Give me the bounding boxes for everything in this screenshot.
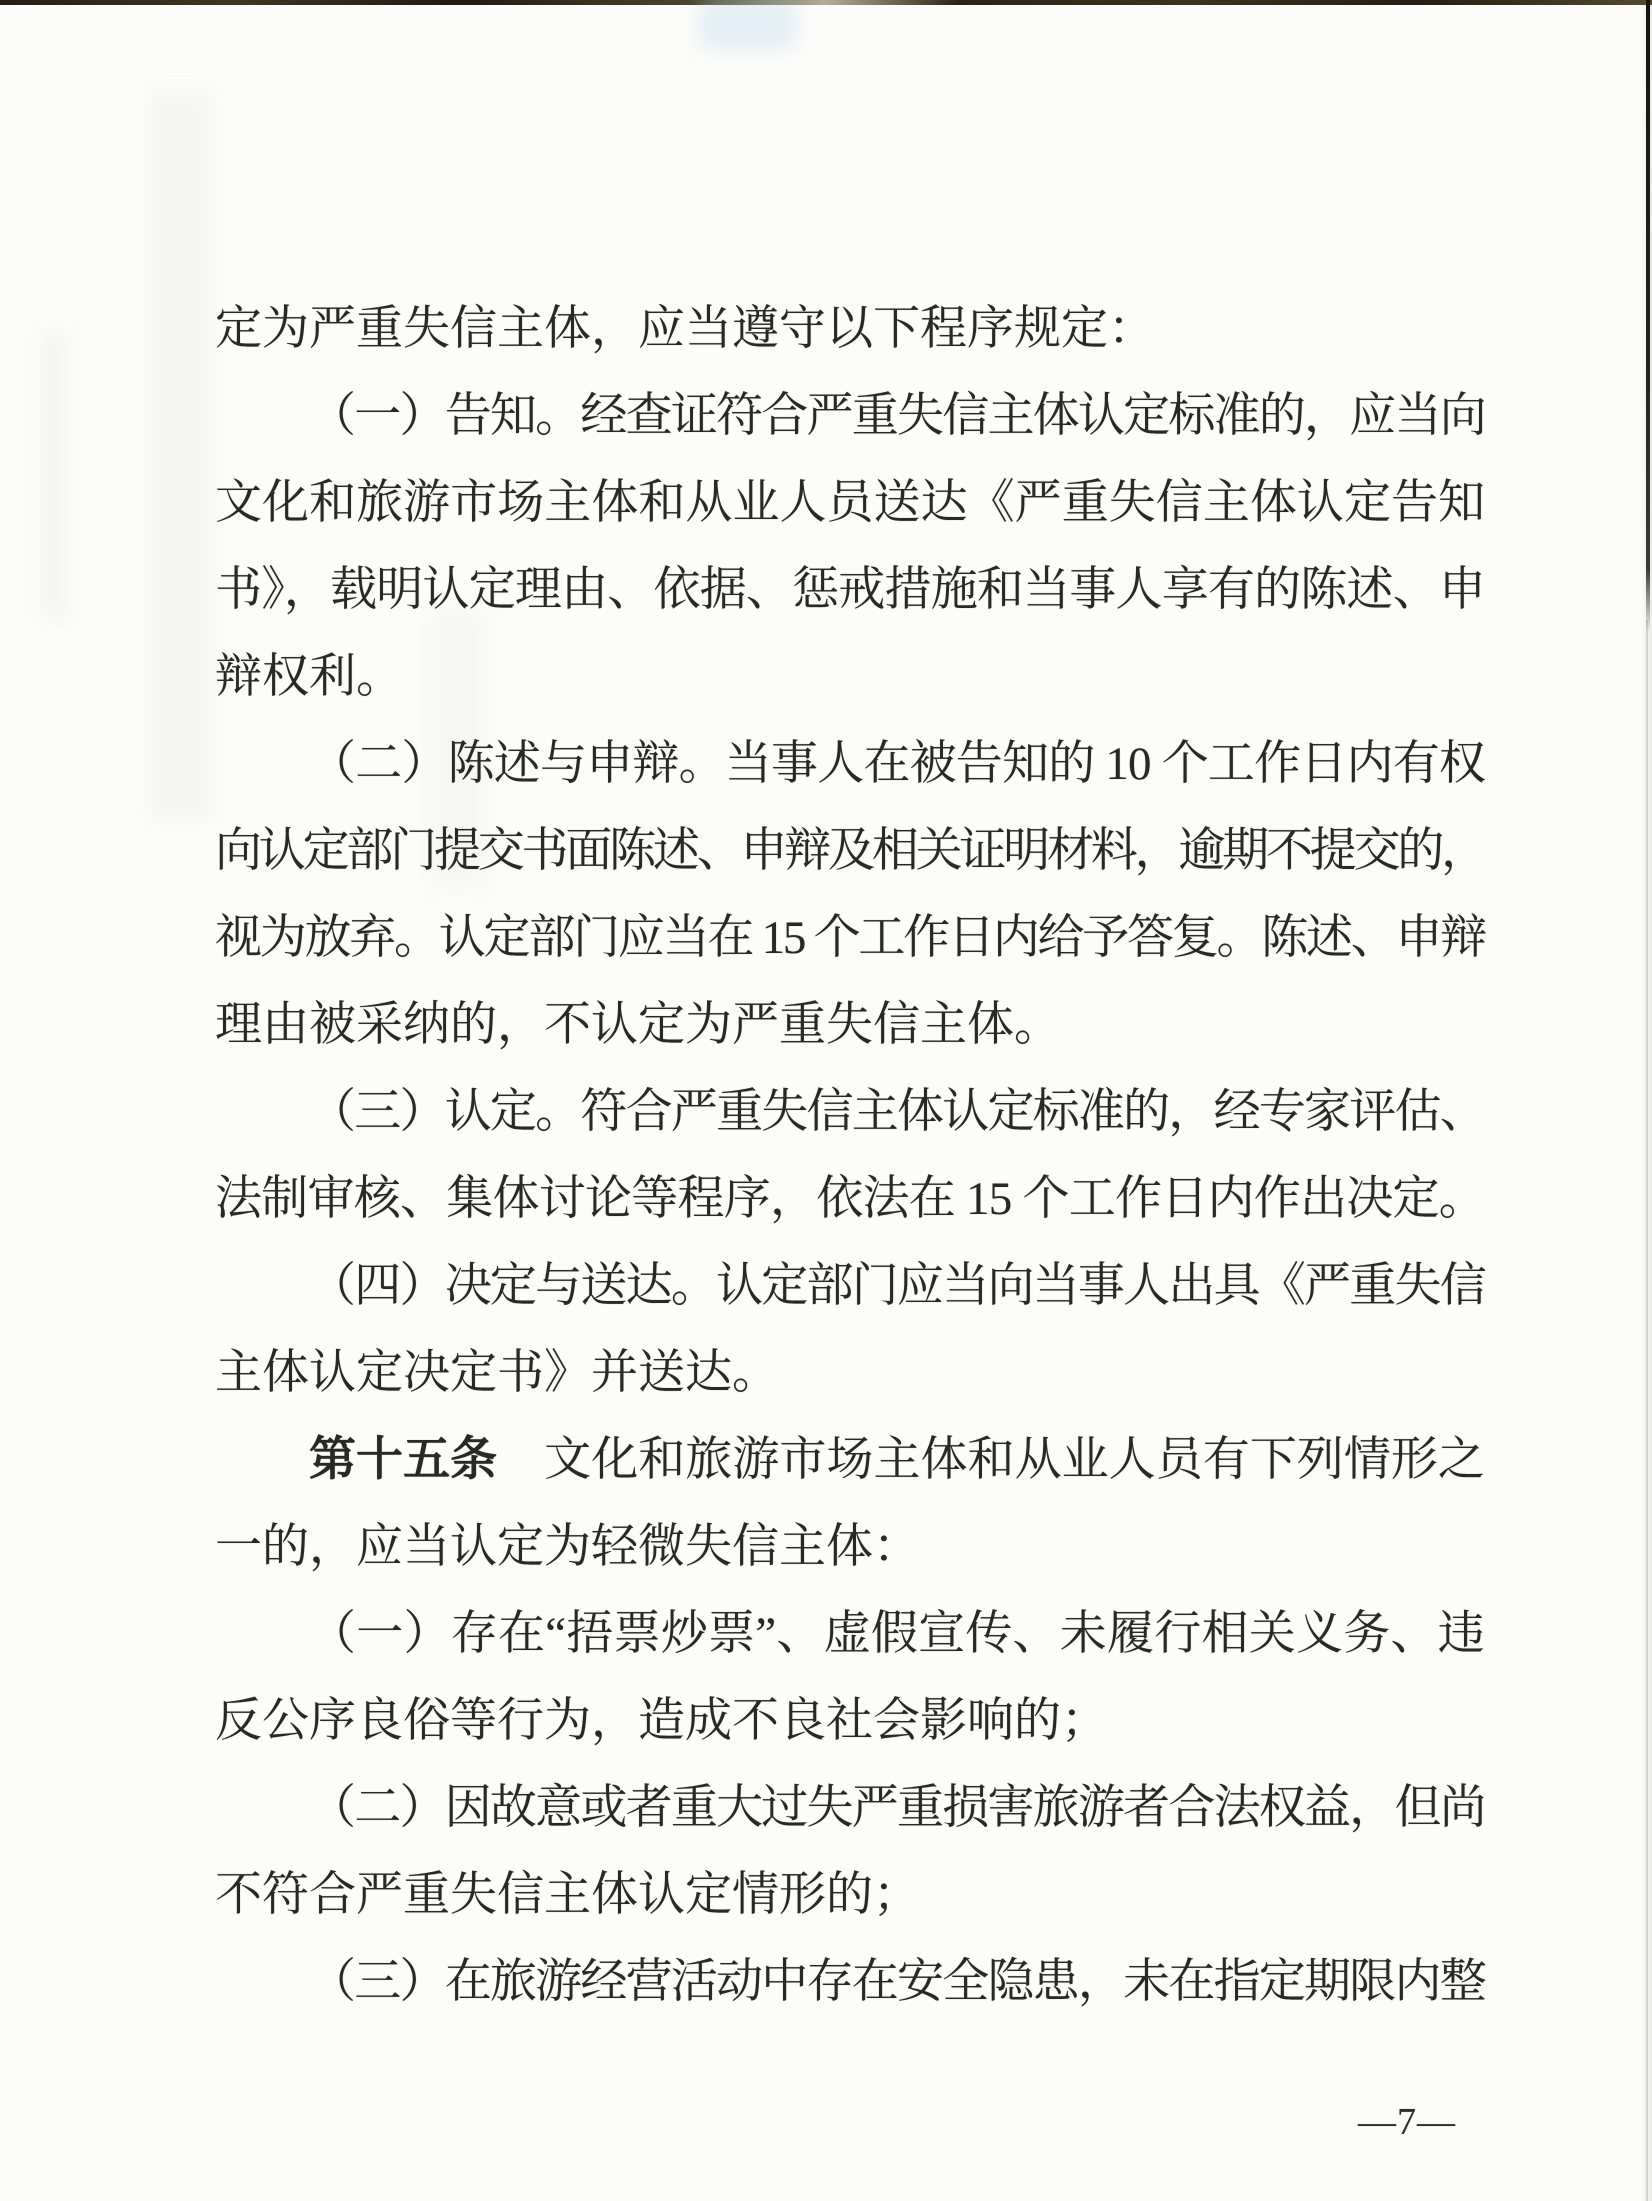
text-line-content: 一的，应当认定为轻微失信主体： bbox=[215, 1521, 920, 1573]
text-line-content: （二）因故意或者重大过失严重损害旅游者合法权益，但尚 bbox=[309, 1782, 1485, 1834]
text-line-content: 法制审核、集体讨论等程序，依法在 15 个工作日内作出决定。 bbox=[215, 1173, 1485, 1225]
scan-smudge bbox=[40, 330, 70, 620]
text-line bbox=[215, 634, 1485, 721]
text-line bbox=[215, 895, 1485, 982]
text-line-content: 第十五条 文化和旅游市场主体和从业人员有下列情形之 bbox=[309, 1434, 1485, 1486]
text-line-content: 反公序良俗等行为，造成不良社会影响的； bbox=[215, 1695, 1108, 1747]
text-line-content: 理由被采纳的，不认定为严重失信主体。 bbox=[215, 999, 1061, 1051]
text-line-content: （一）告知。经查证符合严重失信主体认定标准的，应当向 bbox=[309, 390, 1485, 442]
text-line-content: 书》，载明认定理由、依据、惩戒措施和当事人享有的陈述、申 bbox=[215, 564, 1486, 616]
text-line bbox=[215, 721, 1485, 808]
text-line-content: （三）在旅游经营活动中存在安全隐患，未在指定期限内整 bbox=[309, 1956, 1485, 2008]
text-line-content: （三）认定。符合严重失信主体认定标准的，经专家评估、 bbox=[309, 1086, 1485, 1138]
text-line bbox=[215, 1504, 1485, 1591]
scan-artifact-right-edge-line bbox=[1646, 0, 1650, 632]
article-number: 第十五条 bbox=[309, 1434, 498, 1486]
text-line bbox=[215, 1591, 1485, 1678]
text-line-content: 视为放弃。认定部门应当在 15 个工作日内给予答复。陈述、申辩 bbox=[215, 912, 1486, 964]
text-line-content: （一）存在“捂票炒票”、虚假宣传、未履行相关义务、违 bbox=[309, 1608, 1485, 1660]
text-line bbox=[215, 982, 1485, 1069]
text-line bbox=[215, 1678, 1485, 1765]
text-line bbox=[215, 1939, 1485, 2026]
text-line bbox=[215, 1852, 1485, 1939]
scan-artifact-right-edge-faint bbox=[1646, 620, 1648, 2201]
text-line bbox=[215, 808, 1485, 895]
text-line-content: 向认定部门提交书面陈述、申辩及相关证明材料，逾期不提交的， bbox=[215, 825, 1485, 877]
text-line bbox=[215, 1765, 1485, 1852]
text-line-content: （四）决定与送达。认定部门应当向当事人出具《严重失信 bbox=[309, 1260, 1485, 1312]
text-line bbox=[215, 547, 1485, 634]
page-number: —7— bbox=[1358, 2101, 1456, 2143]
text-line-content: （二）陈述与申辩。当事人在被告知的 10 个工作日内有权 bbox=[309, 738, 1486, 790]
text-line bbox=[215, 1330, 1485, 1417]
scan-artifact-top-edge bbox=[0, 0, 1652, 5]
text-line bbox=[215, 1156, 1485, 1243]
text-line-content: 不符合严重失信主体认定情形的； bbox=[215, 1869, 920, 1921]
document-body bbox=[215, 286, 1485, 2026]
text-line-content: 定为严重失信主体，应当遵守以下程序规定： bbox=[215, 303, 1155, 355]
text-line-content: 辩权利。 bbox=[215, 651, 403, 703]
text-line bbox=[215, 1417, 1485, 1504]
text-line bbox=[215, 1243, 1485, 1330]
text-line-content: 文化和旅游市场主体和从业人员送达《严重失信主体认定告知 bbox=[215, 477, 1486, 529]
scan-smudge bbox=[700, 0, 795, 48]
text-line bbox=[215, 373, 1485, 460]
scan-smudge bbox=[150, 90, 212, 820]
text-line bbox=[215, 1069, 1485, 1156]
text-line-content: 主体认定决定书》并送达。 bbox=[215, 1347, 779, 1399]
text-line bbox=[215, 286, 1485, 373]
text-line bbox=[215, 460, 1485, 547]
